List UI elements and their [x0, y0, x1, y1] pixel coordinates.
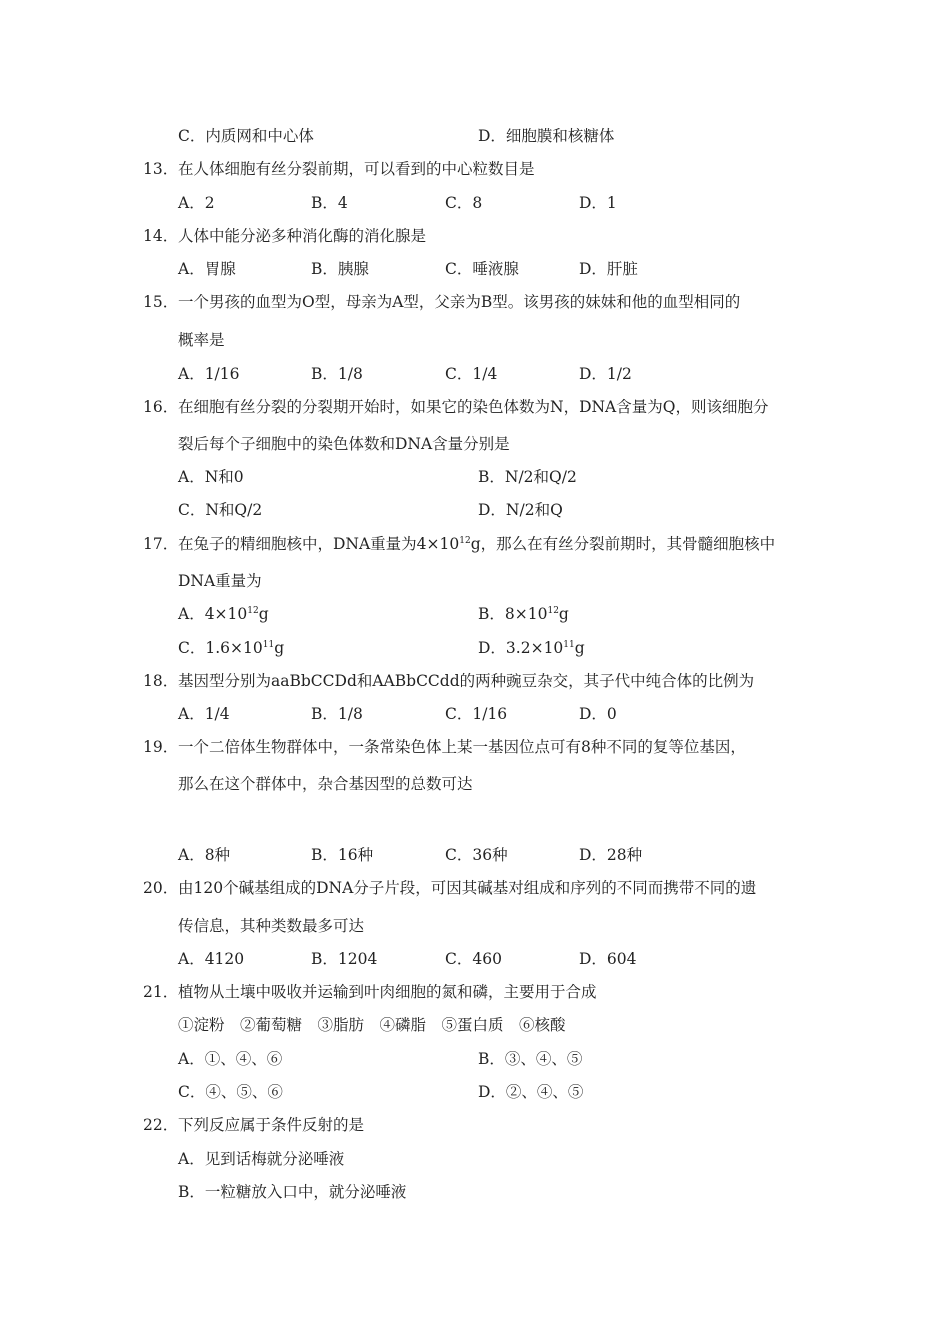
- question-number: 20．: [143, 879, 179, 897]
- question-number: 19．: [143, 738, 179, 756]
- option-c: C．④、⑤、⑥: [178, 1083, 283, 1101]
- option-a: A．①、④、⑥: [178, 1050, 283, 1068]
- stem-text-post: g，那么在有丝分裂前期时，其骨髓细胞核中: [470, 535, 776, 553]
- question-stem: 植物从土壤中吸收并运输到叶肉细胞的氮和磷，主要用于合成: [178, 983, 597, 1001]
- option-d: [478, 637, 585, 659]
- question-stem: 基因型分别为aaBbCCDd和AABbCCdd的两种豌豆杂交，其子代中纯合体的比例为: [178, 672, 755, 690]
- question-stem-line-2: 那么在这个群体中，杂合基因型的总数可达: [178, 775, 473, 793]
- question-stem: 人体中能分泌多种消化酶的消化腺是: [178, 227, 427, 245]
- question-17-options-row-1: [0, 603, 950, 625]
- option-b: B．一粒糖放入口中，就分泌唾液: [178, 1183, 407, 1201]
- question-stem-line-2: 传信息，其种类数最多可达: [178, 917, 365, 935]
- option-a: A．2: [178, 194, 215, 212]
- question-14: [0, 225, 950, 247]
- question-stem: 下列反应属于条件反射的是: [178, 1116, 365, 1134]
- option-c: C．1/4: [445, 365, 498, 383]
- question-22: [0, 1114, 950, 1136]
- option-c: C．36种: [445, 846, 508, 864]
- question-20-continued: [0, 915, 950, 937]
- question-15-options-row: [0, 363, 950, 385]
- question-stem-line-1: 一个二倍体生物群体中，一条常染色体上某一基因位点可有8种不同的复等位基因，: [178, 738, 746, 756]
- question-19: [0, 736, 950, 758]
- question-16: [0, 396, 950, 418]
- option-a: A．1/4: [178, 705, 230, 723]
- option-a: A．见到话梅就分泌唾液: [178, 1150, 345, 1168]
- question-stem: 在人体细胞有丝分裂前期，可以看到的中心粒数目是: [178, 160, 535, 178]
- option-b-text: B．8×10: [478, 605, 548, 623]
- option-a: [178, 603, 269, 625]
- option-a: A．胃腺: [178, 260, 236, 278]
- option-b: B．③、④、⑤: [478, 1050, 583, 1068]
- question-stem-line-1: 由120个碱基组成的DNA分子片段，可因其碱基对组成和序列的不同而携带不同的遗: [178, 879, 757, 897]
- option-d: D．②、④、⑤: [478, 1083, 584, 1101]
- option-a: A．4120: [178, 950, 245, 968]
- question-number: 13．: [143, 160, 179, 178]
- question-16-options-row-1: [0, 466, 950, 488]
- option-d: D．细胞膜和核糖体: [478, 127, 615, 145]
- option-d: D．1/2: [579, 365, 632, 383]
- question-stem-line-1: [178, 533, 775, 555]
- question-stem-line-2: DNA重量为: [178, 572, 262, 590]
- question-12-options-row: [0, 125, 950, 147]
- question-number: 17．: [143, 535, 179, 553]
- question-17-options-row-2: [0, 637, 950, 659]
- option-c: [178, 637, 284, 659]
- question-14-options-row: [0, 258, 950, 280]
- exponent: 11: [262, 640, 275, 650]
- question-stem-line-1: 在细胞有丝分裂的分裂期开始时，如果它的染色体数为N，DNA含量为Q，则该细胞分: [178, 398, 769, 416]
- question-21: [0, 981, 950, 1003]
- unit: g: [574, 639, 585, 657]
- question-stem-line-1: 一个男孩的血型为O型，母亲为A型，父亲为B型。该男孩的妹妹和他的血型相同的: [178, 293, 741, 311]
- question-16-continued: [0, 433, 950, 455]
- question-22-option-a-row: [0, 1148, 950, 1170]
- question-number: 22．: [143, 1116, 179, 1134]
- question-20: [0, 877, 950, 899]
- option-b: B．1/8: [311, 705, 363, 723]
- unit: g: [274, 639, 285, 657]
- option-b: B．N/2和Q/2: [478, 468, 577, 486]
- question-21-items: [0, 1014, 950, 1036]
- question-number: 21．: [143, 983, 179, 1001]
- item-list: ①淀粉 ②葡萄糖 ③脂肪 ④磷脂 ⑤蛋白质 ⑥核酸: [178, 1016, 566, 1034]
- option-b: B．胰腺: [311, 260, 369, 278]
- option-b: B．16种: [311, 846, 374, 864]
- question-13-options-row: [0, 192, 950, 214]
- option-c: C．内质网和中心体: [178, 127, 314, 145]
- question-22-option-b-row: [0, 1181, 950, 1203]
- question-13: [0, 158, 950, 180]
- option-d: D．0: [579, 705, 617, 723]
- question-16-options-row-2: [0, 499, 950, 521]
- question-17: [0, 533, 950, 555]
- exponent: 11: [563, 640, 575, 650]
- question-stem-line-2: 概率是: [178, 331, 225, 349]
- exponent: 12: [547, 606, 559, 616]
- question-15-continued: [0, 329, 950, 351]
- question-18-options-row: [0, 703, 950, 725]
- option-c: C．460: [445, 950, 502, 968]
- option-d: D．28种: [579, 846, 643, 864]
- question-15: [0, 291, 950, 313]
- option-b: B．1/8: [311, 365, 363, 383]
- question-19-options-row: [0, 844, 950, 866]
- exponent: 12: [247, 606, 259, 616]
- option-b: B．1204: [311, 950, 378, 968]
- question-number: 16．: [143, 398, 179, 416]
- question-17-continued: [0, 570, 950, 592]
- stem-text-pre: 在兔子的精细胞核中，DNA重量为4×10: [178, 535, 460, 553]
- option-d-text: D．3.2×10: [478, 639, 564, 657]
- unit: g: [258, 605, 269, 623]
- option-c-text: C．1.6×10: [178, 639, 263, 657]
- option-c: C．1/16: [445, 705, 508, 723]
- option-d: D．肝脏: [579, 260, 638, 278]
- option-c: C．8: [445, 194, 483, 212]
- question-18: [0, 670, 950, 692]
- option-d: D．N/2和Q: [478, 501, 563, 519]
- question-21-options-row-1: [0, 1048, 950, 1070]
- question-19-continued: [0, 773, 950, 795]
- question-stem-line-2: 裂后每个子细胞中的染色体数和DNA含量分别是: [178, 435, 510, 453]
- unit: g: [558, 605, 569, 623]
- option-a-text: A．4×10: [178, 605, 248, 623]
- question-number: 14．: [143, 227, 179, 245]
- option-a: A．N和0: [178, 468, 244, 486]
- option-c: C．N和Q/2: [178, 501, 263, 519]
- question-20-options-row: [0, 948, 950, 970]
- option-a: A．1/16: [178, 365, 240, 383]
- option-b: [478, 603, 569, 625]
- option-d: D．604: [579, 950, 637, 968]
- option-c: C．唾液腺: [445, 260, 519, 278]
- question-number: 15．: [143, 293, 179, 311]
- option-b: B．4: [311, 194, 348, 212]
- exponent: 12: [459, 536, 471, 546]
- option-a: A．8种: [178, 846, 231, 864]
- question-21-options-row-2: [0, 1081, 950, 1103]
- question-number: 18．: [143, 672, 179, 690]
- option-d: D．1: [579, 194, 617, 212]
